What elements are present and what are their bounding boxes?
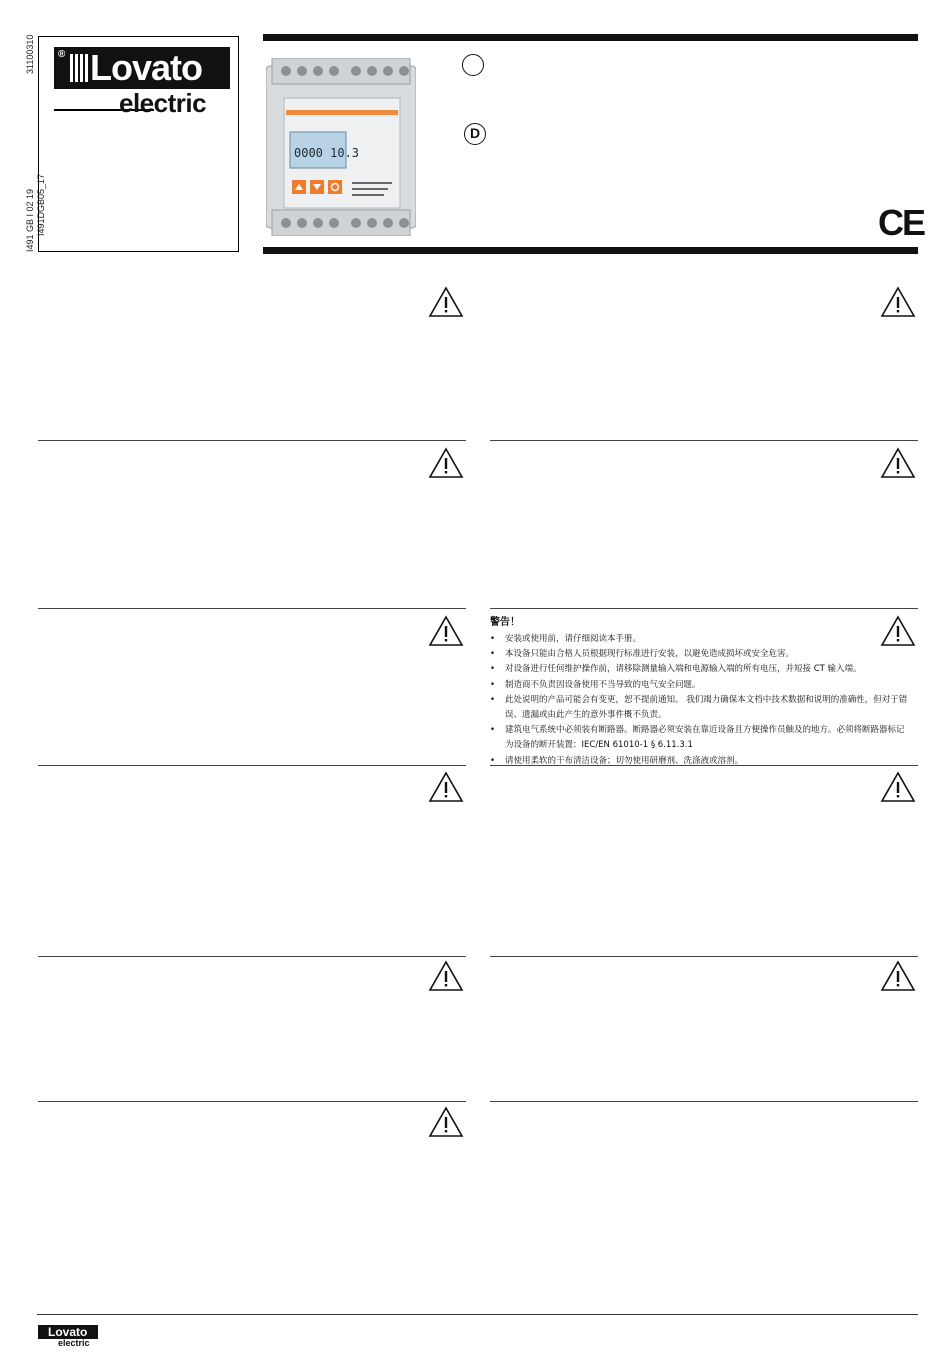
header-bottom-rule: [263, 247, 918, 254]
doc-code: I491DGB05_17: [36, 173, 46, 236]
warning-cn-section: [490, 616, 910, 769]
warning-item: • 本设备只能由合格人员根据现行标准进行安装，以避免造成损坏或安全危害。: [490, 647, 910, 662]
warning-icon: [428, 286, 464, 318]
section-divider: [490, 608, 918, 609]
warning-icon: [880, 286, 916, 318]
warning-icon: [880, 771, 916, 803]
lang-flag-blank: [462, 54, 484, 76]
footer-brand: Lovato: [48, 1325, 88, 1339]
warning-item: • 请使用柔软的干布清洁设备；切勿使用研磨剂、洗涤液或溶剂。: [490, 754, 910, 769]
warning-icon: [880, 960, 916, 992]
logo-bars-icon: [70, 54, 88, 82]
footer-logo-mark: [38, 1325, 98, 1339]
warning-item: • 制造商不负责因设备使用不当导致的电气安全问题。: [490, 678, 910, 693]
section-divider: [490, 440, 918, 441]
lang-flag-de: D: [464, 123, 486, 145]
warning-list: [490, 632, 910, 769]
header-top-rule: [263, 34, 918, 41]
section-divider: [38, 765, 466, 766]
warning-icon: [428, 615, 464, 647]
footer-logo: [38, 1325, 98, 1347]
warning-item: • 安装或使用前，请仔细阅读本手册。: [490, 632, 910, 647]
section-divider: [38, 608, 466, 609]
logo-sub: electric: [119, 88, 207, 118]
registered-mark: ®: [58, 49, 65, 60]
section-divider: [38, 440, 466, 441]
energy-meter-image: [266, 58, 416, 236]
section-divider: [490, 956, 918, 957]
lovato-logo: [54, 47, 230, 89]
logo-brand: Lovato: [90, 47, 203, 88]
warning-item: • 此处说明的产品可能会有变更，恕不提前通知。 我们竭力确保本文档中技术数据和说明的准确性，但对于错误、遗漏或由此产生的意外事件概不负责。: [490, 693, 910, 723]
footer-rule: [37, 1314, 918, 1315]
warning-icon: [428, 960, 464, 992]
ce-mark: CE: [878, 202, 925, 243]
display-reading: 0000 10.3: [294, 146, 360, 160]
warning-icon: [428, 1106, 464, 1138]
section-divider: [490, 1101, 918, 1102]
warning-item: • 对设备进行任何维护操作前，请移除测量输入端和电源输入端的所有电压，并短接 CT 输入端。: [490, 662, 910, 677]
section-divider: [38, 1101, 466, 1102]
warning-item: • 建筑电气系统中必须装有断路器。断路器必须安装在靠近设备且方便操作员触及的地方。必须将断路器标记为设备的断开装置：IEC/EN 61010-1 § 6.11.3.1: [490, 723, 910, 753]
warning-title: 警告！: [490, 617, 520, 628]
warning-icon: [880, 447, 916, 479]
warning-icon: [428, 771, 464, 803]
doc-ref: I491 GB I 02 19: [25, 188, 35, 252]
section-divider: [38, 956, 466, 957]
doc-number: 31100310: [25, 34, 35, 74]
warning-icon: [428, 447, 464, 479]
logo-box: [38, 36, 239, 252]
footer-sub: electric: [58, 1338, 90, 1348]
